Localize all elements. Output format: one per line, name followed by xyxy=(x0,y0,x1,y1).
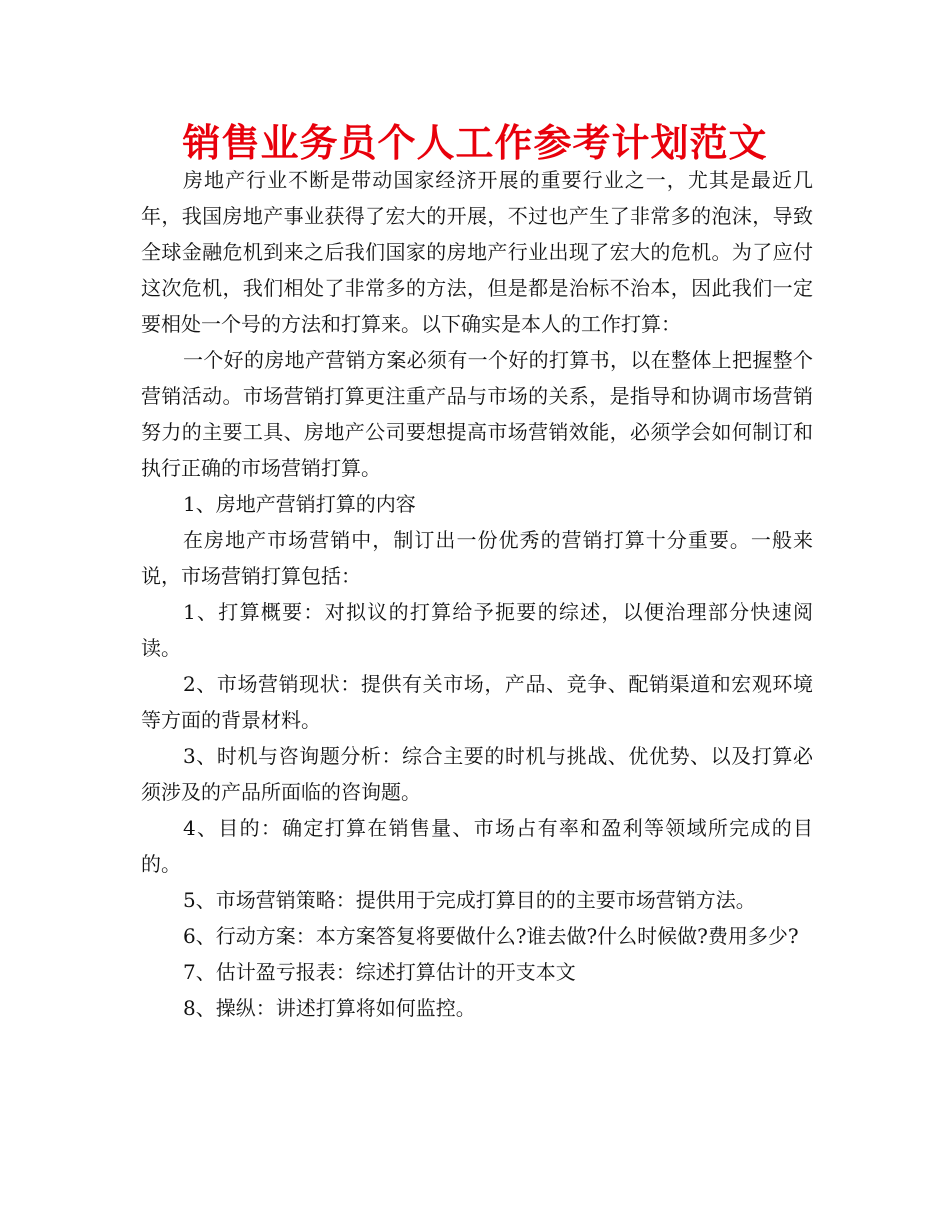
paragraph-plan-overview: 在房地产市场营销中，制订出一份优秀的营销打算十分重要。一般来说，市场营销打算包括： xyxy=(141,528,813,588)
list-item-marketing-strategy: 5、市场营销策略：提供用于完成打算目的的主要市场营销方法。 xyxy=(183,888,756,912)
list-item-action-plan: 6、行动方案：本方案答复将要做什么?谁去做?什么时候做?费用多少? xyxy=(183,924,799,948)
list-item-control: 8、操纵：讲述打算将如何监控。 xyxy=(183,996,476,1020)
document-title: 销售业务员个人工作参考计划范文 xyxy=(182,121,768,165)
list-item-objectives: 4、目的：确定打算在销售量、市场占有率和盈利等领域所完成的目的。 xyxy=(141,816,813,876)
list-item-summary: 1、打算概要：对拟议的打算给予扼要的综述，以便治理部分快速阅读。 xyxy=(141,600,813,660)
list-item-opportunity-analysis: 3、时机与咨询题分析：综合主要的时机与挑战、优优势、以及打算必须涉及的产品所面临的咨询题。 xyxy=(141,744,813,804)
list-item-market-status: 2、市场营销现状：提供有关市场，产品、竞争、配销渠道和宏观环境等方面的背景材料。 xyxy=(141,672,813,732)
paragraph-intro: 房地产行业不断是带动国家经济开展的重要行业之一，尤其是最近几年，我国房地产事业获得了宏大的开展，不过也产生了非常多的泡沫，导致全球金融危机到来之后我们国家的房地产行业出现了宏大的危机。为了应付这次危机，我们相处了非常多的方法，但是都是治标不治本，因此我们一定要相处一个号的方法和打算来。以下确实是本人的工作打算： xyxy=(141,168,813,336)
list-item-profit-loss: 7、估计盈亏报表：综述打算估计的开支本文 xyxy=(183,960,576,984)
document-body xyxy=(141,162,813,1026)
paragraph-plan-importance: 一个好的房地产营销方案必须有一个好的打算书，以在整体上把握整个营销活动。市场营销打算更注重产品与市场的关系，是指导和协调市场营销努力的主要工具、房地产公司要想提高市场营销效能，必须学会如何制订和执行正确的市场营销打算。 xyxy=(141,348,813,480)
section-heading-plan-content: 1、房地产营销打算的内容 xyxy=(183,492,416,516)
